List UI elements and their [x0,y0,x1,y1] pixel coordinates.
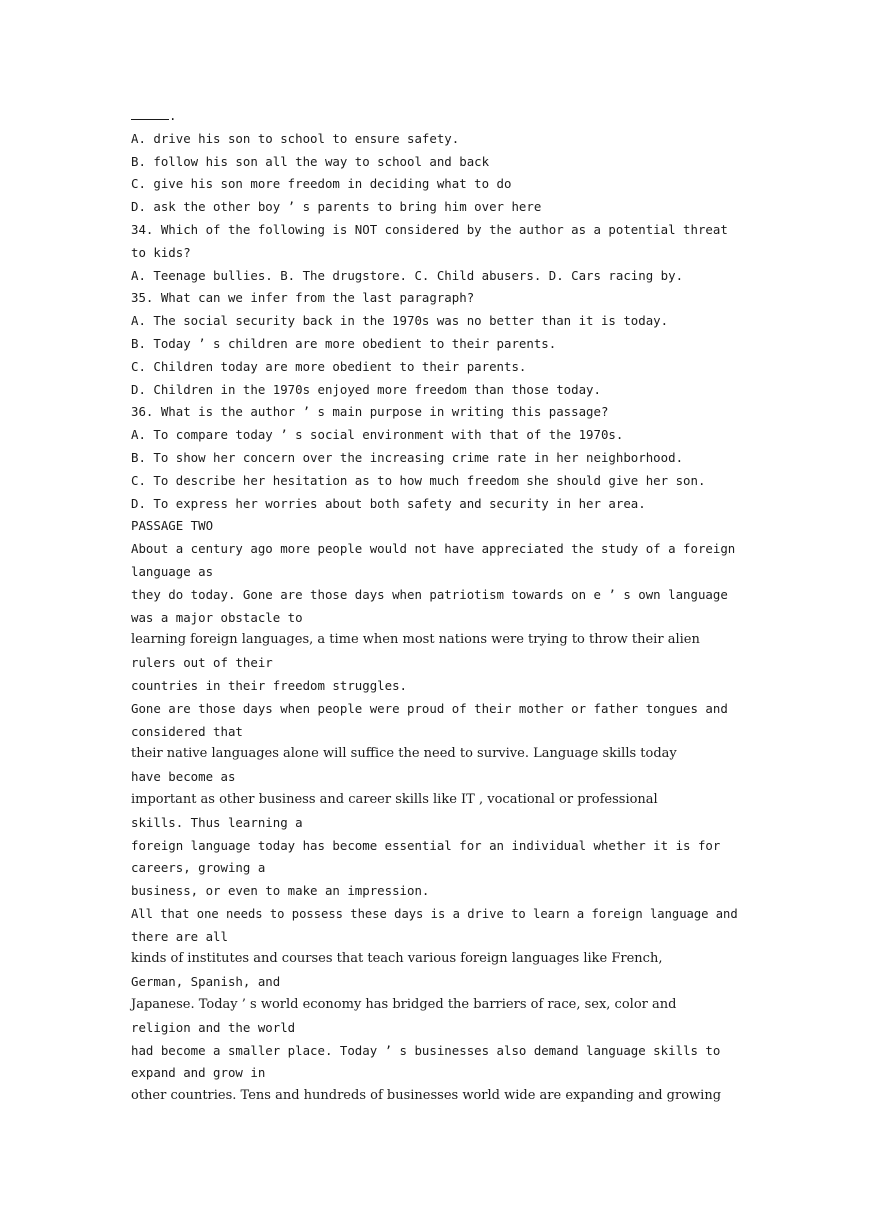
passage-line: important as other business and career skills like IT , vocational or professional [131,791,658,807]
q35-stem: 35. What can we infer from the last paragraph? [131,290,475,306]
q36-option-c: C. To describe her hesitation as to how much freedom she should give her son. [131,472,706,488]
passage-line: All that one needs to possess these days is a drive to learn a foreign language and [131,906,738,921]
q36-option-d: D. To express her worries about both safety and security in her area. [131,495,646,511]
passage-line: business, or even to make an impression. [131,883,430,899]
q33-option-d: D. ask the other boy ’ s parents to bring him over here [131,199,542,215]
passage-line: About a century ago more people would not have appreciated the study of a foreign [131,541,736,557]
q35-option-b: B. Today ’ s children are more obedient to their parents. [131,335,557,351]
document-page [131,105,741,1108]
passage-line: other countries. Tens and hundreds of businesses world wide are expanding and growing [131,1088,722,1104]
passage-line: German, Spanish, and [131,974,281,990]
q35-option-c: C. Children today are more obedient to their parents. [131,358,527,374]
answer-blank-line [131,105,741,128]
q36-stem: 36. What is the author ’ s main purpose in writing this passage? [131,404,609,420]
q34-options: A. Teenage bullies. B. The drugstore. C. Child abusers. D. Cars racing by. [131,267,684,283]
passage-line: careers, growing a [131,860,266,876]
q34-stem-line2: to kids? [131,244,191,260]
q33-option-a: A. drive his son to school to ensure safety. [131,130,460,146]
passage-line: have become as [131,769,236,785]
q33-option-c: C. give his son more freedom in deciding what to do [131,176,512,192]
passage-line: countries in their freedom struggles. [131,677,408,693]
passage-line: kinds of institutes and courses that teach various foreign languages like French, [131,951,663,967]
answer-blank [131,107,169,120]
blank-tail: . [169,108,177,123]
q35-option-d: D. Children in the 1970s enjoyed more freedom than those today. [131,381,601,397]
passage-line: they do today. Gone are those days when patriotism towards on e ’ s own language [131,586,728,602]
passage-two-heading: PASSAGE TWO [131,518,214,534]
passage-line: Gone are those days when people were proud of their mother or father tongues and [131,700,728,716]
q35-option-a: A. The social security back in the 1970s was no better than it is today. [131,313,669,329]
passage-line: foreign language today has become essential for an individual whether it is for [131,837,721,853]
passage-line: learning foreign languages, a time when most nations were trying to throw their alien [131,632,700,648]
passage-line: there are all [131,928,228,944]
passage-line: considered that [131,723,243,739]
q33-option-b: B. follow his son all the way to school and back [131,153,490,169]
passage-line: Japanese. Today ’ s world economy has bridged the barriers of race, sex, color and [131,997,677,1013]
q34-stem-line1: 34. Which of the following is NOT considered by the author as a potential threat [131,221,728,237]
q36-option-b: B. To show her concern over the increasing crime rate in her neighborhood. [131,449,684,465]
passage-line: had become a smaller place. Today ’ s businesses also demand language skills to [131,1042,721,1058]
passage-line: skills. Thus learning a [131,814,303,830]
passage-line: their native languages alone will suffice the need to survive. Language skills today [131,746,677,762]
passage-line: expand and grow in [131,1065,266,1081]
passage-line: was a major obstacle to [131,609,303,625]
q36-option-a: A. To compare today ’ s social environment with that of the 1970s. [131,427,624,443]
passage-line: rulers out of their [131,655,273,671]
passage-line: religion and the world [131,1019,296,1035]
passage-line: language as [131,563,214,579]
